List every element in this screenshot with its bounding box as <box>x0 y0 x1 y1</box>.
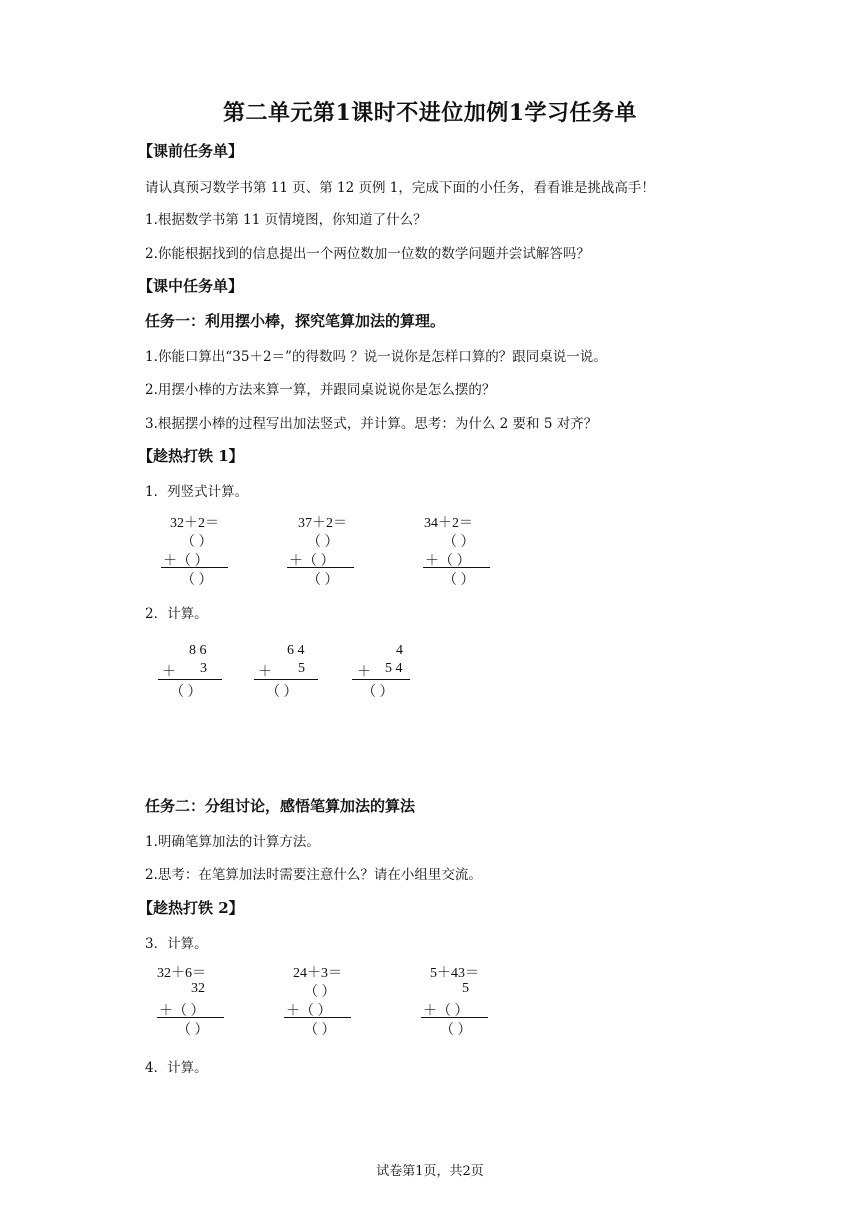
task2-q1: 1.明确笔算加法的计算方法。 <box>145 834 320 850</box>
ex2-answer-blank: （ ） <box>170 685 202 700</box>
ex1-sum-line <box>161 567 228 568</box>
ex1-mid-blank: ＋（ ） <box>289 554 335 569</box>
ex2-plus-sign: ＋ <box>258 665 272 680</box>
ex3-mid-blank: ＋（ ） <box>423 1004 469 1019</box>
exercise4-label: 4．计算。 <box>145 1060 208 1076</box>
task1-q3: 3.根据摆小棒的过程写出加法竖式，并计算。思考：为什么 2 要和 5 对齐？ <box>145 416 598 432</box>
ex1-expr: 34＋2＝ <box>424 516 473 531</box>
exercise3-label: 3．计算。 <box>145 936 208 952</box>
ex3-top-blank: （ ） <box>304 985 336 1000</box>
ex2-addend: 3 <box>200 661 207 676</box>
ex1-top-blank: （ ） <box>307 535 339 550</box>
in-class-heading: 【课中任务单】 <box>138 277 244 295</box>
pre-class-heading: 【课前任务单】 <box>138 142 244 160</box>
ex3-answer-blank: （ ） <box>177 1023 209 1038</box>
ex2-top-number: 4 <box>396 643 403 658</box>
ex1-answer-blank: （ ） <box>307 573 339 588</box>
ex1-expr: 37＋2＝ <box>298 516 347 531</box>
ex1-sum-line <box>423 567 490 568</box>
practice2-heading: 【趁热打铁 2】 <box>138 899 244 917</box>
ex1-mid-blank: ＋（ ） <box>163 554 209 569</box>
ex1-sum-line <box>287 567 354 568</box>
ex2-plus-sign: ＋ <box>357 665 371 680</box>
ex3-expr: 32＋6＝ <box>157 966 206 981</box>
exercise1-label: 1．列竖式计算。 <box>145 484 249 500</box>
ex1-expr: 32＋2＝ <box>170 516 219 531</box>
pre-class-q2: 2.你能根据找到的信息提出一个两位数加一位数的数学问题并尝试解答吗？ <box>145 246 590 262</box>
task2-title: 任务二：分组讨论，感悟笔算加法的算法 <box>145 797 416 815</box>
ex1-mid-blank: ＋（ ） <box>425 554 471 569</box>
ex2-plus-sign: ＋ <box>162 665 176 680</box>
ex3-answer-blank: （ ） <box>440 1023 472 1038</box>
task1-q1: 1.你能口算出“35＋2＝”的得数吗 ？说一说你是怎样口算的？跟同桌说一说。 <box>145 349 607 365</box>
ex3-answer-blank: （ ） <box>304 1023 336 1038</box>
ex1-answer-blank: （ ） <box>443 573 475 588</box>
ex3-top-value: 32 <box>191 981 205 996</box>
ex3-expr: 5＋43＝ <box>430 966 479 981</box>
ex1-answer-blank: （ ） <box>181 573 213 588</box>
pre-class-q1: 1.根据数学书第 11 页情境图，你知道了什么？ <box>145 212 427 228</box>
ex3-mid-blank: ＋（ ） <box>159 1004 205 1019</box>
pre-class-intro: 请认真预习数学书第 11 页、第 12 页例 1，完成下面的小任务，看看谁是挑战高手！ <box>145 180 655 196</box>
practice1-heading: 【趁热打铁 1】 <box>138 447 244 465</box>
ex3-sum-line <box>284 1017 351 1018</box>
ex1-top-blank: （ ） <box>181 535 213 550</box>
ex2-top-number: 8 6 <box>189 643 207 658</box>
ex2-sum-line <box>158 679 222 680</box>
ex3-sum-line <box>421 1017 488 1018</box>
ex2-answer-blank: （ ） <box>266 685 298 700</box>
ex3-sum-line <box>157 1017 224 1018</box>
ex3-expr: 24＋3＝ <box>293 966 342 981</box>
exercise2-label: 2．计算。 <box>145 606 208 622</box>
task1-q2: 2.用摆小棒的方法来算一算，并跟同桌说说你是怎么摆的？ <box>145 382 496 398</box>
ex2-addend: 5 <box>298 661 305 676</box>
ex1-top-blank: （ ） <box>443 535 475 550</box>
ex2-answer-blank: （ ） <box>362 685 394 700</box>
ex3-mid-blank: ＋（ ） <box>286 1004 332 1019</box>
ex2-sum-line <box>352 679 410 680</box>
task1-title: 任务一：利用摆小棒，探究笔算加法的算理。 <box>145 312 446 330</box>
ex2-sum-line <box>254 679 318 680</box>
page-footer: 试卷第1页，共2页 <box>376 1164 484 1179</box>
task2-q2: 2.思考：在笔算加法时需要注意什么？请在小组里交流。 <box>145 867 482 883</box>
page-title: 第二单元第1课时不进位加例1学习任务单 <box>222 100 638 126</box>
ex2-top-number: 6 4 <box>287 643 305 658</box>
ex2-addend: 5 4 <box>385 661 403 676</box>
ex3-top-value: 5 <box>462 981 469 996</box>
